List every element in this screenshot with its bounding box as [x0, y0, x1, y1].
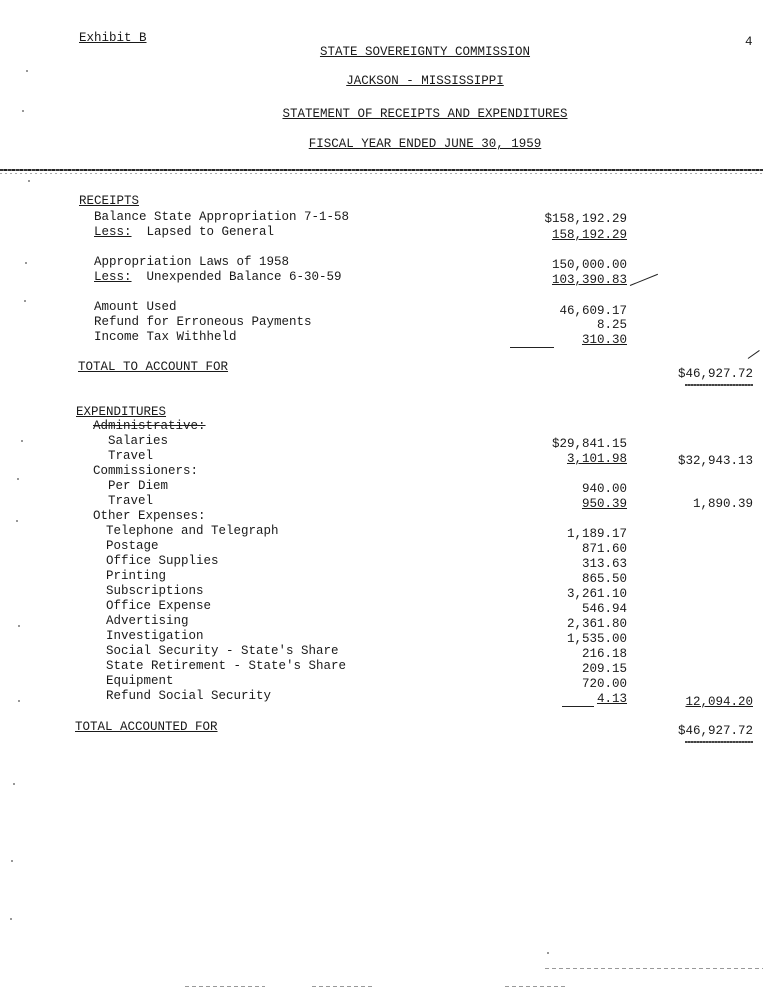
commissioners-item-value: 950.39 — [581, 497, 627, 511]
lapsed-label: Lapsed to General — [146, 225, 275, 239]
income-tax-underline-lead — [510, 347, 554, 348]
other-item-label: Social Security - State's Share — [106, 644, 339, 658]
scan-speck — [11, 860, 13, 862]
header-statement: STATEMENT OF RECEIPTS AND EXPENDITURES — [282, 107, 568, 121]
scan-dash — [312, 986, 372, 987]
scan-speck — [18, 625, 20, 627]
other-item-value: 2,361.80 — [566, 617, 627, 631]
other-item-value: 3,261.10 — [566, 587, 627, 601]
income-tax-value: 310.30 — [581, 333, 627, 347]
scan-speck — [22, 110, 24, 112]
other-item-label: Advertising — [106, 614, 189, 628]
scan-speck — [547, 952, 549, 954]
other-item-value: 720.00 — [581, 677, 627, 691]
appropriation-label: Appropriation Laws of 1958 — [94, 255, 290, 269]
other-item-label: Office Expense — [106, 599, 212, 613]
unexpended-prefix: Less: — [94, 270, 132, 284]
receipts-heading: RECEIPTS — [79, 194, 140, 208]
admin-item-value: 3,101.98 — [566, 452, 627, 466]
scan-dash — [505, 986, 565, 987]
lapsed-prefix: Less: — [94, 225, 132, 239]
amount-used-label: Amount Used — [94, 300, 177, 314]
unexpended-label: Unexpended Balance 6-30-59 — [146, 270, 342, 284]
administrative-label: Administrative: — [93, 419, 206, 433]
refund-value: 8.25 — [596, 318, 627, 332]
admin-item-value: $29,841.15 — [551, 437, 627, 451]
other-item-label: Investigation — [106, 629, 204, 643]
other-item-label: Equipment — [106, 674, 174, 688]
check-mark — [630, 274, 658, 286]
scan-dash — [545, 968, 763, 969]
scan-speck — [13, 783, 15, 785]
other-item-value: 209.15 — [581, 662, 627, 676]
other-item-label: Refund Social Security — [106, 689, 272, 703]
administrative-subtotal: $32,943.13 — [677, 454, 753, 468]
other-item-value: 871.60 — [581, 542, 627, 556]
amount-used-value: 46,609.17 — [559, 304, 627, 318]
other-item-label: Telephone and Telegraph — [106, 524, 279, 538]
other-expenses-subtotal: 12,094.20 — [685, 695, 753, 709]
scan-speck — [28, 180, 30, 182]
expenditures-heading: EXPENDITURES — [76, 405, 167, 419]
exhibit-label: Exhibit B — [79, 31, 147, 45]
other-item-value: 546.94 — [581, 602, 627, 616]
header-rule — [0, 169, 763, 171]
refund-label: Refund for Erroneous Payments — [94, 315, 312, 329]
other-item-label: State Retirement - State's Share — [106, 659, 347, 673]
commissioners-item-label: Travel — [108, 494, 154, 508]
other-item-label: Postage — [106, 539, 159, 553]
admin-item-label: Salaries — [108, 434, 169, 448]
scan-speck — [10, 918, 12, 920]
other-item-label: Office Supplies — [106, 554, 219, 568]
other-item-value: 1,189.17 — [566, 527, 627, 541]
other-item-label: Printing — [106, 569, 167, 583]
scan-speck — [26, 70, 28, 72]
scan-speck — [18, 700, 20, 702]
scan-speck — [24, 300, 26, 302]
other-item-value: 216.18 — [581, 647, 627, 661]
total-accounted-label: TOTAL ACCOUNTED FOR — [75, 720, 218, 734]
header-fiscal-year: FISCAL YEAR ENDED JUNE 30, 1959 — [308, 137, 542, 151]
appropriation-value: 150,000.00 — [551, 258, 627, 272]
commissioners-subtotal: 1,890.39 — [692, 497, 753, 511]
header-rule-shadow — [0, 173, 763, 174]
check-mark-total — [748, 350, 760, 359]
lapsed-value: 158,192.29 — [551, 228, 627, 242]
refund-underline-lead — [562, 706, 594, 707]
commissioners-item-value: 940.00 — [581, 482, 627, 496]
balance-value: $158,192.29 — [544, 212, 627, 226]
commissioners-item-label: Per Diem — [108, 479, 169, 493]
balance-label: Balance State Appropriation 7-1-58 — [94, 210, 350, 224]
scan-speck — [17, 478, 19, 480]
other-item-value: 865.50 — [581, 572, 627, 586]
header-title: STATE SOVEREIGNTY COMMISSION — [319, 45, 531, 59]
scan-dash — [185, 986, 265, 987]
total-double-rule — [685, 384, 753, 386]
scan-speck — [25, 262, 27, 264]
header-location: JACKSON - MISSISSIPPI — [346, 74, 504, 88]
scan-speck — [21, 440, 23, 442]
scan-speck — [16, 520, 18, 522]
total-to-account-value: $46,927.72 — [677, 367, 753, 381]
total-accounted-double-rule — [685, 741, 753, 743]
other-item-value: 313.63 — [581, 557, 627, 571]
admin-item-label: Travel — [108, 449, 154, 463]
other-item-label: Subscriptions — [106, 584, 204, 598]
lapsed-row — [94, 225, 274, 240]
unexpended-value: 103,390.83 — [551, 273, 627, 287]
other-item-value: 4.13 — [596, 692, 627, 706]
other-item-value: 1,535.00 — [566, 632, 627, 646]
total-to-account-label: TOTAL TO ACCOUNT FOR — [78, 360, 229, 374]
total-accounted-value: $46,927.72 — [677, 724, 753, 738]
other-expenses-label: Other Expenses: — [93, 509, 206, 523]
page-number: 4 — [745, 35, 753, 49]
income-tax-label: Income Tax Withheld — [94, 330, 237, 344]
commissioners-label: Commissioners: — [93, 464, 199, 478]
unexpended-row — [94, 270, 342, 285]
